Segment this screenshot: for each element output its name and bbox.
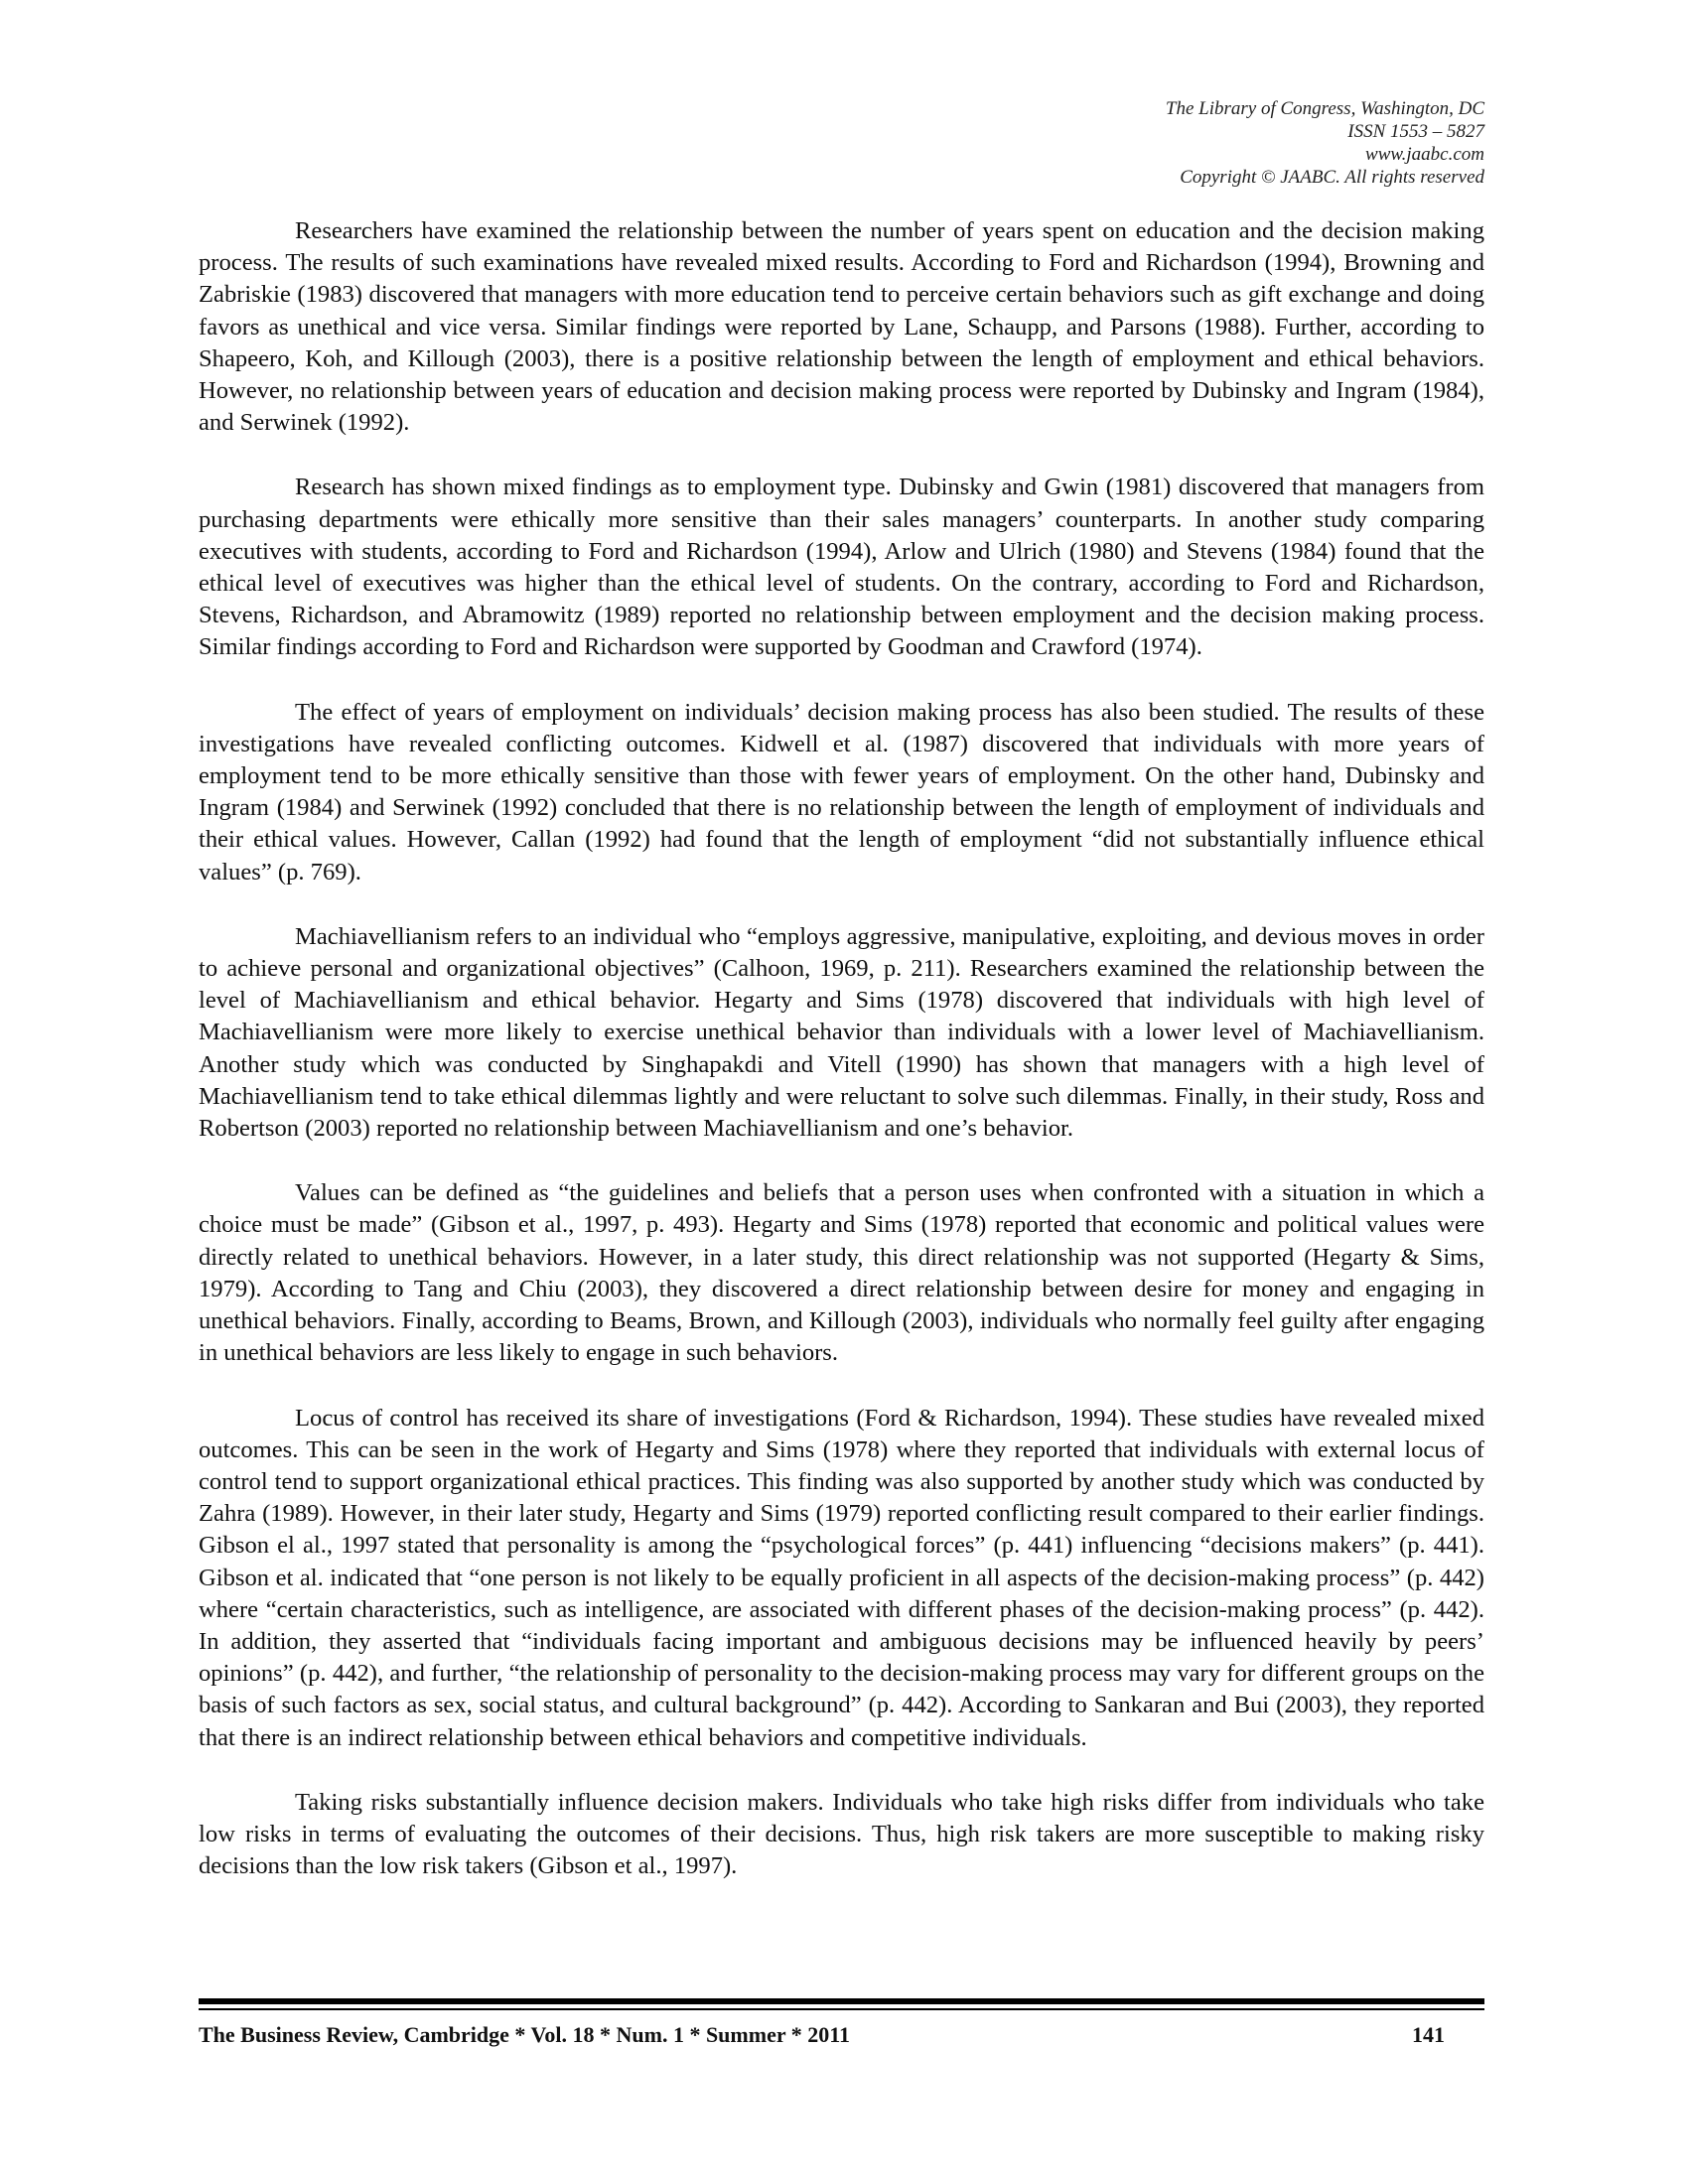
footer-journal-info: The Business Review, Cambridge * Vol. 18 * Num. 1 * Summer * 2011 (199, 2022, 850, 2047)
running-header (1166, 97, 1484, 189)
footer-rule-thin (199, 2008, 1484, 2010)
page-number: 141 (1412, 2022, 1445, 2047)
paragraph-machiavellianism: Machiavellianism refers to an individual who “employs aggressive, manipulative, exploiting, and devious moves in order to achieve personal and organizational objectives” (Calhoon, 1969, p. 211). Researchers examined the relationship between the level of Machiavellianism and ethical behavior. Hegarty and Sims (1978) discovered that individuals with high level of Machiavellianism were more likely to exercise unethical behavior than individuals with a lower level of Machiavellianism. Another study which was conducted by Singhapakdi and Vitell (1990) has shown that managers with a high level of Machiavellianism tend to take ethical dilemmas lightly and were reluctant to solve such dilemmas. Finally, in their study, Ross and Robertson (2003) reported no relationship between Machiavellianism and one’s behavior. (199, 922, 1484, 1143)
header-issn: ISSN 1553 – 5827 (1347, 121, 1484, 142)
paragraph-employment-type: Research has shown mixed findings as to employment type. Dubinsky and Gwin (1981) discovered that managers from purchasing departments were ethically more sensitive than their sales managers’ counterparts. In another study comparing executives with students, according to Ford and Richardson (1994), Arlow and Ulrich (1980) and Stevens (1984) found that the ethical level of executives was higher than the ethical level of students. On the contrary, according to Ford and Richardson, Stevens, Richardson, and Abramowitz (1989) reported no relationship between employment and the decision making process. Similar findings according to Ford and Richardson were supported by Goodman and Crawford (1974). (199, 474, 1484, 661)
paragraph-years-of-employment: The effect of years of employment on individuals’ decision making process has also been studied. The results of these investigations have revealed conflicting outcomes. Kidwell et al. (1987) discovered that individuals with more years of employment tend to be more ethically sensitive than those with fewer years of employment. On the other hand, Dubinsky and Ingram (1984) and Serwinek (1992) concluded that there is no relationship between the length of employment of individuals and their ethical values. However, Callan (1992) had found that the length of employment “did not substantially influence ethical values” (p. 769). (199, 698, 1484, 886)
paragraph-risk-taking: Taking risks substantially influence decision makers. Individuals who take high risks differ from individuals who take low risks in terms of evaluating the outcomes of their decisions. Thus, high risk takers are more susceptible to making risky decisions than the low risk takers (Gibson et al., 1997). (199, 1788, 1484, 1880)
paragraph-values: Values can be defined as “the guidelines and beliefs that a person uses when confronted with a situation in which a choice must be made” (Gibson et al., 1997, p. 493). Hegarty and Sims (1978) reported that economic and political values were directly related to unethical behaviors. However, in a later study, this direct relationship was not supported (Hegarty & Sims, 1979). According to Tang and Chiu (2003), they discovered a direct relationship between desire for money and engaging in unethical behaviors. Finally, according to Beams, Brown, and Killough (2003), individuals who normally feel guilty after engaging in unethical behaviors are less likely to engage in such behaviors. (199, 1179, 1484, 1367)
paragraph-locus-of-control: Locus of control has received its share of investigations (Ford & Richardson, 1994). These studies have revealed mixed outcomes. This can be seen in the work of Hegarty and Sims (1978) where they reported that individuals with external locus of control tend to support organizational ethical practices. This finding was also supported by another study which was conducted by Zahra (1989). However, in their later study, Hegarty and Sims (1979) reported conflicting result compared to their earlier findings. Gibson el al., 1997 stated that personality is among the “psychological forces” (p. 441) influencing “decisions makers” (p. 441). Gibson et al. indicated that “one person is not likely to be equally proficient in all aspects of the decision-making process” (p. 442) where “certain characteristics, such as intelligence, are associated with different phases of the decision-making process” (p. 442). In addition, they asserted that “individuals facing important and ambiguous decisions may be influenced heavily by peers’ opinions” (p. 442), and further, “the relationship of personality to the decision-making process may vary for different groups on the basis of such factors as sex, social status, and cultural background” (p. 442). According to Sankaran and Bui (2003), they reported that there is an indirect relationship between ethical behaviors and competitive individuals. (199, 1404, 1484, 1751)
header-library: The Library of Congress, Washington, DC (1165, 98, 1484, 119)
header-website: www.jaabc.com (1365, 144, 1484, 165)
article-body (199, 215, 1484, 1915)
header-copyright: Copyright © JAABC. All rights reserved (1180, 167, 1484, 188)
paragraph-education: Researchers have examined the relationship between the number of years spent on education and the decision making process. The results of such examinations have revealed mixed results. According to Ford and Richardson (1994), Browning and Zabriskie (1983) discovered that managers with more education tend to perceive certain behaviors such as gift exchange and doing favors as unethical and vice versa. Similar findings were reported by Lane, Schaupp, and Parsons (1988). Further, according to Shapeero, Koh, and Killough (2003), there is a positive relationship between the length of employment and ethical behaviors. However, no relationship between years of education and decision making process were reported by Dubinsky and Ingram (1984), and Serwinek (1992). (199, 217, 1484, 437)
footer-rule-thick (199, 1998, 1484, 2004)
